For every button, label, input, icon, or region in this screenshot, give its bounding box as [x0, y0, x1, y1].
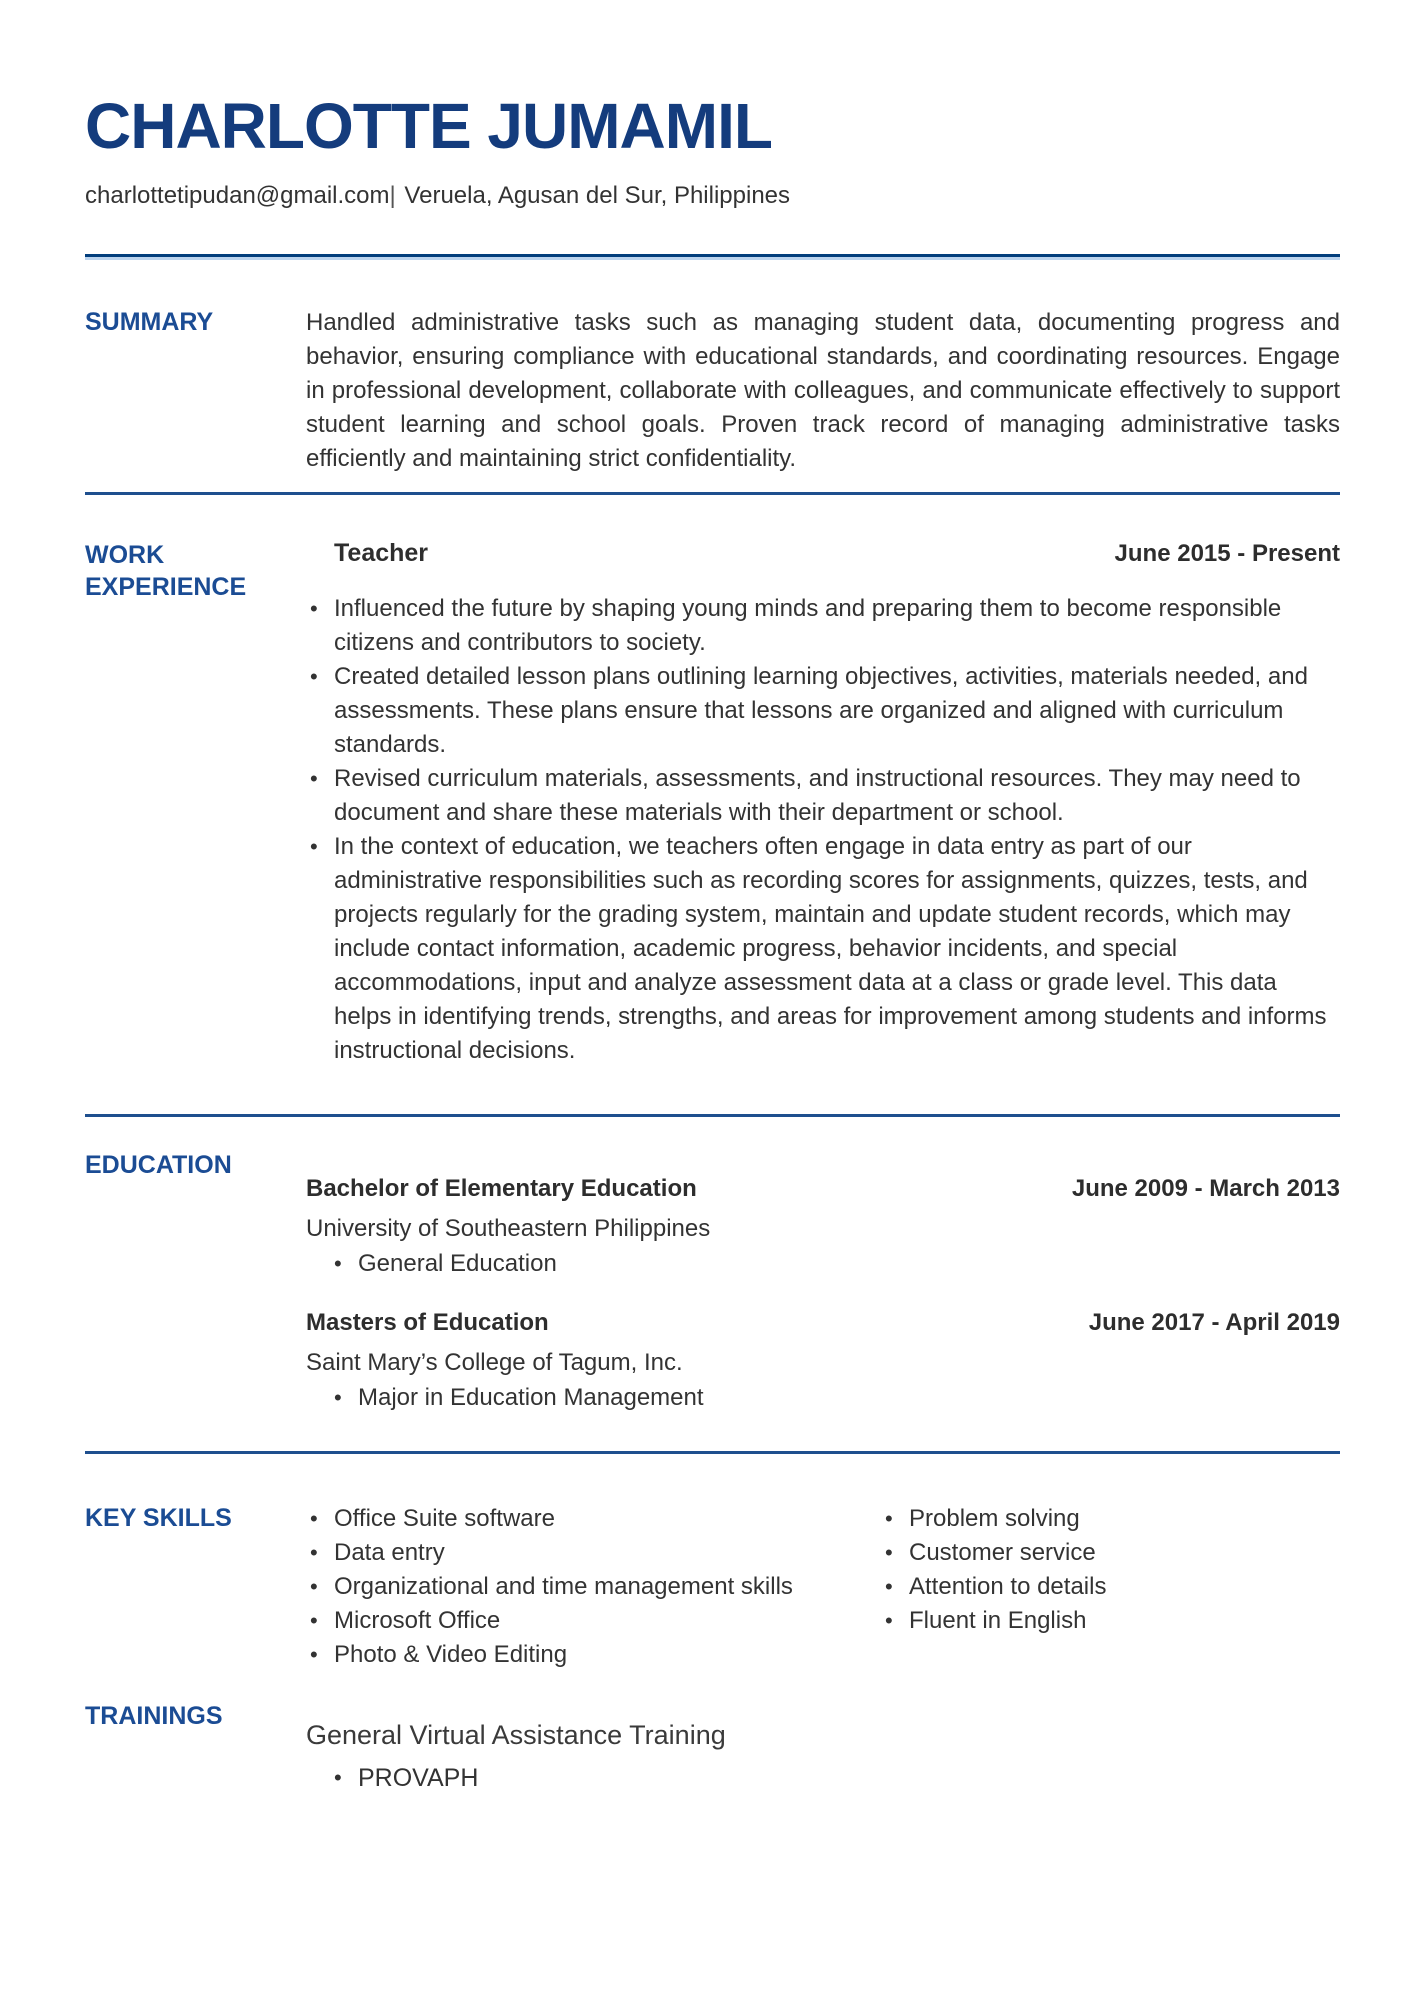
summary-section [85, 306, 1340, 476]
education-entry [306, 1175, 1340, 1281]
training-bullet: • PROVAPH [330, 1761, 1340, 1795]
work-experience-section [85, 539, 1340, 1068]
key-skills-heading: KEY SKILLS [85, 1504, 232, 1532]
header-divider [85, 254, 1340, 260]
education-bullet: • Major in Education Management [330, 1381, 1340, 1415]
contact-separator: | [389, 182, 396, 209]
degree-title: Bachelor of Elementary Education [306, 1175, 697, 1202]
job-bullet: • Influenced the future by shaping young minds and preparing them to become responsible citizens and contributors to society. [306, 592, 1340, 660]
section-divider [85, 1451, 1340, 1454]
education-bullet-list [330, 1381, 1340, 1415]
education-entry-header [306, 1309, 1340, 1337]
section-divider [85, 1114, 1340, 1117]
person-name: CHARLOTTE JUMAMIL [85, 90, 772, 162]
degree-title: Masters of Education [306, 1309, 549, 1336]
key-skills-section [85, 1502, 1340, 1672]
education-heading: EDUCATION [85, 1151, 232, 1179]
skill-item: • Fluent in English [881, 1604, 1340, 1638]
skill-item: • Organizational and time management skills [306, 1570, 881, 1604]
email-text: charlottetipudan@gmail.com [85, 182, 390, 209]
summary-heading: SUMMARY [85, 308, 214, 336]
contact-line [85, 182, 1340, 210]
skill-item: • Office Suite software [306, 1502, 881, 1536]
education-entry [306, 1309, 1340, 1415]
skill-item: • Attention to details [881, 1570, 1340, 1604]
training-bullet-list [330, 1761, 1340, 1795]
job-bullet: • Revised curriculum materials, assessments, and instructional resources. They may need to document and share these materials with their department or school. [306, 762, 1340, 830]
training-title: General Virtual Assistance Training [306, 1720, 726, 1750]
skill-item: • Data entry [306, 1536, 881, 1570]
degree-dates: June 2017 - April 2019 [1088, 1309, 1340, 1336]
skills-list-left [306, 1502, 881, 1672]
job-dates: June 2015 - Present [1114, 540, 1340, 567]
skill-item: • Customer service [881, 1536, 1340, 1570]
skill-item: • Microsoft Office [306, 1604, 881, 1638]
summary-text: Handled administrative tasks such as managing student data, documenting progress and behavior, ensuring compliance with educational standards, and coordinating resources. Engage in professional development, collaborate with colleagues, and communicate effectively to support student learning and school goals. Proven track record of managing administrative tasks efficiently and maintaining strict confidentiality. [306, 309, 1340, 472]
school-name: Saint Mary’s College of Tagum, Inc. [306, 1349, 683, 1376]
skills-columns [306, 1502, 1340, 1672]
job-bullet-list [306, 592, 1340, 1068]
job-bullet: • Created detailed lesson plans outlining learning objectives, activities, materials needed, and assessments. These plans ensure that lessons are organized and aligned with curriculum standards. [306, 660, 1340, 762]
education-entry-header [306, 1175, 1340, 1203]
trainings-heading: TRAININGS [85, 1702, 223, 1730]
education-bullet-list [330, 1247, 1340, 1281]
job-bullet: • In the context of education, we teachers often engage in data entry as part of our administrative responsibilities such as recording scores for assignments, quizzes, tests, and projects regularly for the grading system, maintain and update student records, which may include contact information, academic progress, behavior incidents, and special accommodations, input and analyze assessment data at a class or grade level. This data helps in identifying trends, strengths, and areas for improvement among students and informs instructional decisions. [306, 830, 1340, 1068]
trainings-section [85, 1700, 1340, 1795]
section-divider [85, 492, 1340, 495]
job-header [306, 539, 1340, 568]
education-section [85, 1149, 1340, 1415]
location-text: Veruela, Agusan del Sur, Philippines [397, 182, 791, 209]
skill-item: • Problem solving [881, 1502, 1340, 1536]
degree-dates: June 2009 - March 2013 [1071, 1175, 1340, 1202]
skills-list-right [881, 1502, 1340, 1672]
skill-item: • Photo & Video Editing [306, 1638, 881, 1672]
school-name: University of Southeastern Philippines [306, 1215, 711, 1242]
work-experience-heading: WORK EXPERIENCE [85, 541, 247, 601]
education-bullet: • General Education [330, 1247, 1340, 1281]
job-title: Teacher [334, 539, 429, 567]
